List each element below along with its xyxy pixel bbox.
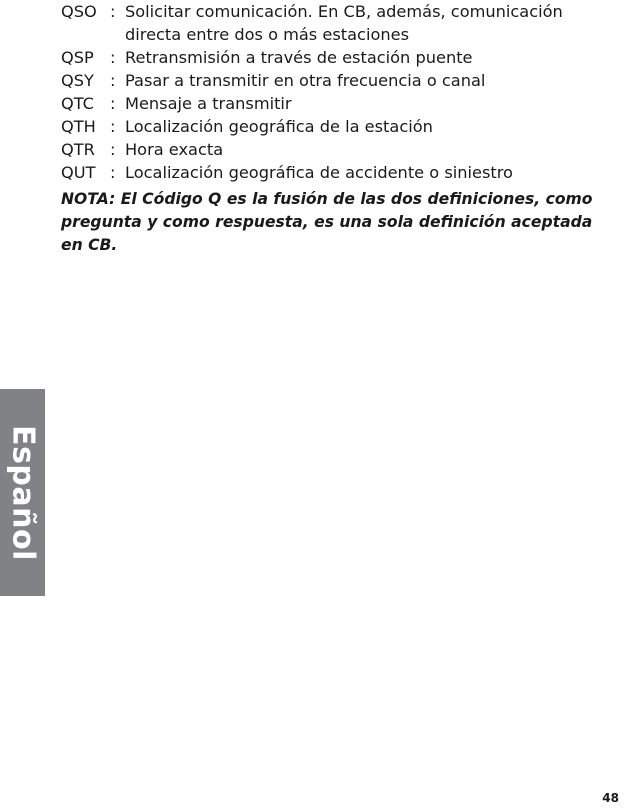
code-row-qsy <box>61 69 621 92</box>
language-tab-label: Español <box>5 424 40 561</box>
code-abbr: QSY <box>61 71 94 90</box>
code-description: Localización geográfica de la estación <box>125 117 433 136</box>
code-description: Mensaje a transmitir <box>125 94 292 113</box>
code-abbr: QSP <box>61 48 94 67</box>
page-number: 48 <box>602 791 619 805</box>
code-description: Hora exacta <box>125 140 224 159</box>
code-separator: : <box>110 71 116 90</box>
code-separator: : <box>110 2 116 21</box>
note-paragraph: NOTA: El Código Q es la fusión de las dos definiciones, como pregunta y como respuesta, es una sola definición aceptada en CB. <box>61 190 593 254</box>
code-row-qsp <box>61 46 621 69</box>
code-row-qso <box>61 0 621 46</box>
code-separator: : <box>110 94 116 113</box>
language-side-tab <box>0 389 45 596</box>
q-code-list <box>61 0 621 184</box>
code-abbr: QTC <box>61 94 94 113</box>
code-description: Pasar a transmitir en otra frecuencia o canal <box>125 71 486 90</box>
code-row-qtc <box>61 92 621 115</box>
code-separator: : <box>110 117 116 136</box>
code-abbr: QUT <box>61 163 96 182</box>
code-description: Solicitar comunicación. En CB, además, comunicación directa entre dos o más estaciones <box>125 2 563 44</box>
code-abbr: QTH <box>61 117 96 136</box>
code-separator: : <box>110 48 116 67</box>
code-separator: : <box>110 140 116 159</box>
code-description: Retransmisión a través de estación puente <box>125 48 473 67</box>
code-row-qth <box>61 115 621 138</box>
code-separator: : <box>110 163 116 182</box>
code-abbr: QSO <box>61 2 97 21</box>
code-row-qut <box>61 161 621 184</box>
code-abbr: QTR <box>61 140 95 159</box>
code-description: Localización geográfica de accidente o siniestro <box>125 163 513 182</box>
code-row-qtr <box>61 138 621 161</box>
